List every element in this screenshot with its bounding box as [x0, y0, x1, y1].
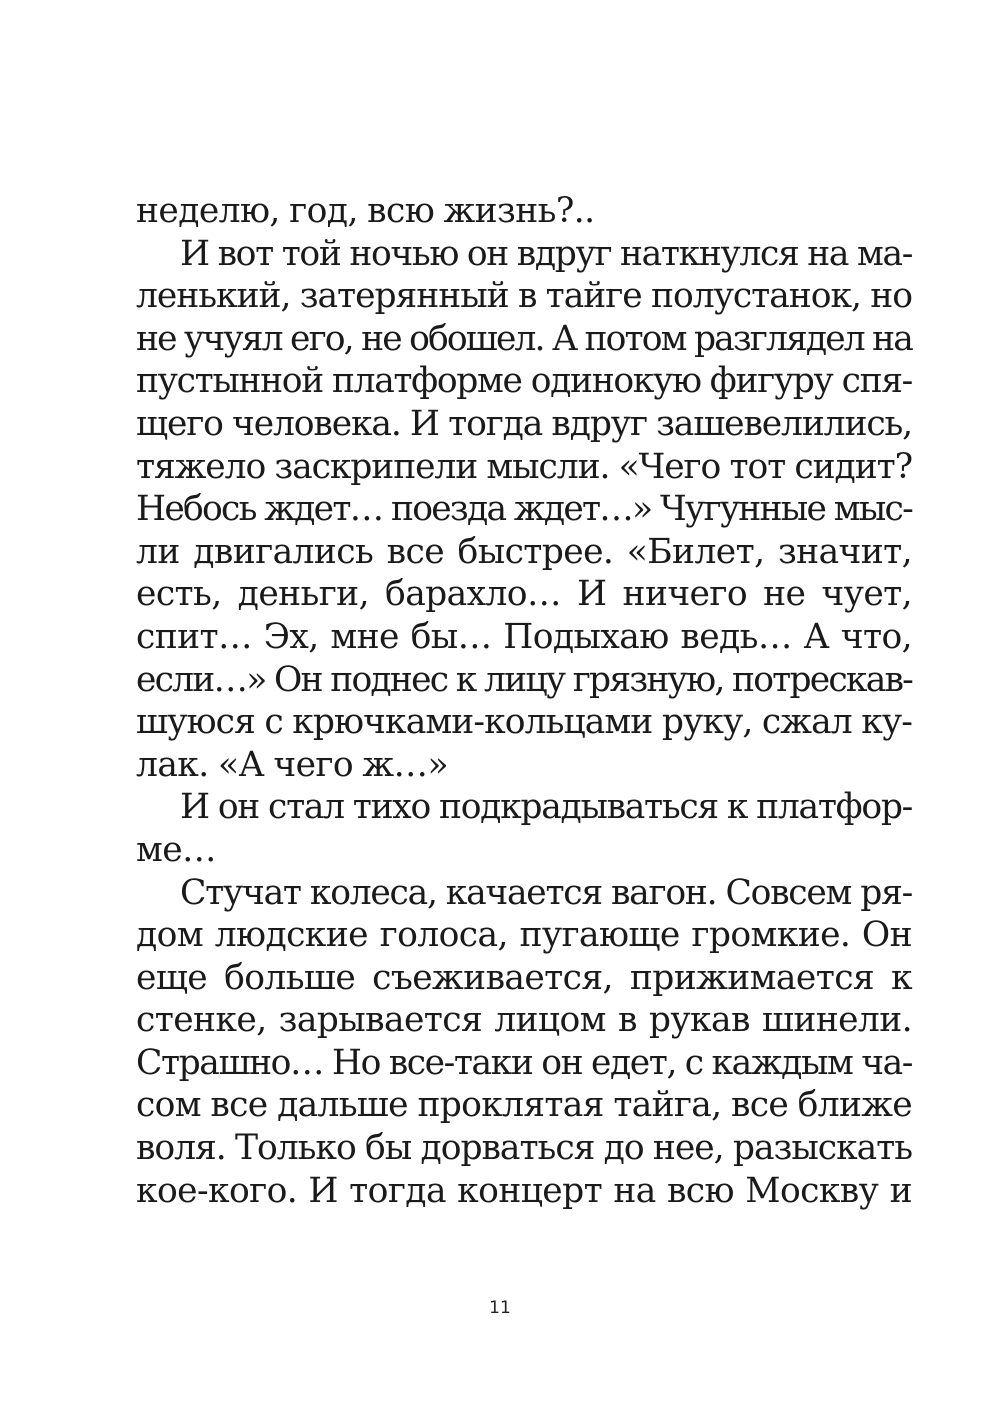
- text-line: не учуял его, не обошел. А потом разглядел на: [136, 318, 912, 359]
- text-line: еще больше съеживается, прижимается к: [136, 957, 912, 998]
- text-line: ленький, затерянный в тайге полустанок, но: [136, 276, 912, 317]
- paragraph-first-line: Стучат колеса, качается вагон. Совсем ря-: [180, 872, 912, 913]
- body-text: [136, 190, 912, 1212]
- text-line: ли двигались все быстрее. «Билет, значит,: [136, 531, 912, 572]
- text-line: кое-кого. И тогда концерт на всю Москву и: [136, 1170, 912, 1211]
- paragraph-first-line: И вот той ночью он вдруг наткнулся на ма-: [180, 233, 912, 274]
- text-line: стенке, зарывается лицом в рукав шинели.: [136, 1000, 912, 1041]
- paragraph-first-line: И он стал тихо подкрадываться к платфор-: [180, 787, 912, 828]
- text-line: шуюся с крючками-кольцами руку, сжал ку-: [136, 702, 912, 743]
- text-line: спит… Эх, мне бы… Подыхаю ведь… А что,: [136, 616, 912, 657]
- text-line: Страшно… Но все-таки он едет, с каждым ча-: [136, 1042, 912, 1083]
- text-line: лак. «А чего ж…»: [136, 744, 448, 785]
- page-number: 11: [489, 1298, 511, 1318]
- text-line: если…» Он поднес к лицу грязную, потрескав-: [136, 659, 912, 700]
- text-line: дом людские голоса, пугающе громкие. Он: [136, 915, 912, 956]
- text-line: щего человека. И тогда вдруг зашевелились,: [136, 403, 912, 444]
- text-line: Небось ждет… поезда ждет…» Чугунные мыс-: [136, 489, 912, 530]
- text-line: неделю, год, всю жизнь?..: [136, 191, 595, 231]
- text-line: воля. Только бы дорваться до нее, разыскать: [136, 1128, 912, 1169]
- text-line: пустынной платформе одинокую фигуру спя-: [136, 361, 912, 402]
- text-line: ме…: [136, 829, 216, 870]
- text-line: тяжело заскрипели мысли. «Чего тот сидит?: [136, 446, 912, 487]
- text-line: сом все дальше проклятая тайга, все ближе: [136, 1085, 912, 1126]
- text-line: есть, деньги, барахло… И ничего не чует,: [136, 574, 912, 615]
